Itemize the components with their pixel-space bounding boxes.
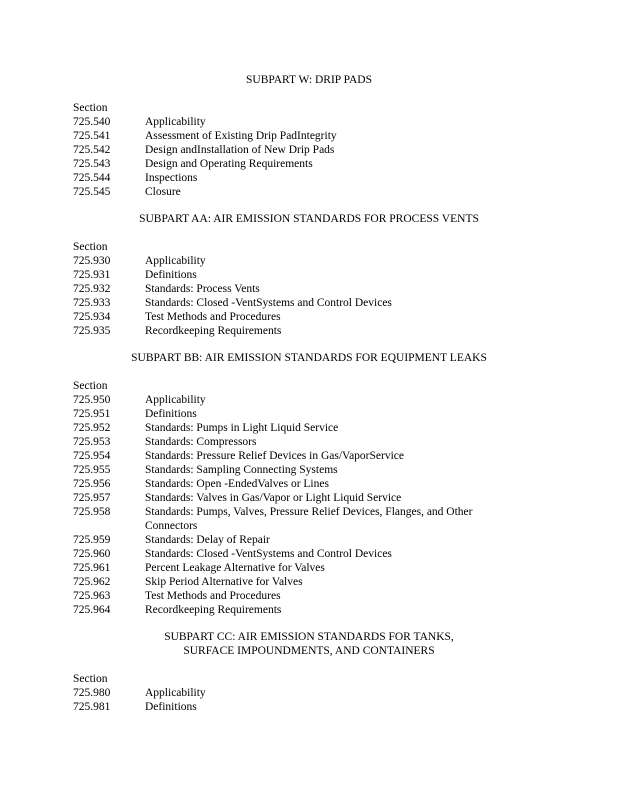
toc-entry [73, 589, 493, 603]
section-number: 725.543 [73, 158, 111, 170]
section-number: 725.955 [73, 464, 111, 476]
section-label: Section [73, 673, 108, 685]
section-number: 725.957 [73, 492, 111, 504]
section-title: Standards: Closed -VentSystems and Control Devices [145, 548, 392, 560]
subpart-heading-continued: SURFACE IMPOUNDMENTS, AND CONTAINERS [183, 645, 435, 657]
section-number: 725.954 [73, 450, 111, 462]
section-title: Definitions [145, 269, 197, 281]
toc-entry [73, 282, 493, 296]
toc-entry [73, 115, 493, 129]
section-number: 725.956 [73, 478, 111, 490]
section-title: Skip Period Alternative for Valves [145, 576, 303, 588]
section-title: Definitions [145, 701, 197, 713]
toc-entry [73, 171, 493, 185]
section-number: 725.545 [73, 186, 111, 198]
section-number: 725.980 [73, 687, 111, 699]
section-number: 725.931 [73, 269, 111, 281]
section-title: Standards: Process Vents [145, 283, 260, 295]
toc-entry [73, 686, 493, 700]
section-number: 725.958 [73, 506, 111, 518]
subpart-heading: SUBPART CC: AIR EMISSION STANDARDS FOR TANKS, [164, 631, 454, 643]
section-number: 725.932 [73, 283, 111, 295]
section-title: Standards: Compressors [145, 436, 257, 448]
toc-entry [73, 700, 493, 714]
subpart-heading: SUBPART W: DRIP PADS [246, 74, 372, 86]
section-title: Design andInstallation of New Drip Pads [145, 144, 335, 156]
toc-entry [73, 421, 493, 435]
section-title: Standards: Delay of Repair [145, 534, 270, 546]
toc-entry [73, 561, 493, 575]
section-number: 725.963 [73, 590, 111, 602]
section-title: Design and Operating Requirements [145, 158, 313, 170]
toc-entry [73, 393, 493, 407]
section-number: 725.933 [73, 297, 111, 309]
section-title: Standards: Closed -VentSystems and Control Devices [145, 297, 392, 309]
section-number: 725.934 [73, 311, 111, 323]
toc-entry [73, 143, 493, 157]
toc-entry [73, 268, 493, 282]
toc-entry [73, 505, 493, 533]
section-title: Applicability [145, 687, 206, 699]
toc-entry [73, 129, 493, 143]
section-number: 725.542 [73, 144, 111, 156]
toc-entry [73, 254, 493, 268]
section-number: 725.935 [73, 325, 111, 337]
section-number: 725.959 [73, 534, 111, 546]
section-title: Standards: Valves in Gas/Vapor or Light Liquid Service [145, 492, 402, 504]
section-number: 725.981 [73, 701, 111, 713]
section-title: Test Methods and Procedures [145, 590, 281, 602]
section-title: Percent Leakage Alternative for Valves [145, 562, 325, 574]
toc-entry [73, 185, 493, 199]
section-title: Standards: Pumps in Light Liquid Service [145, 422, 339, 434]
toc-entry [73, 575, 493, 589]
section-title: Standards: Pressure Relief Devices in Gas/VaporService [145, 450, 404, 462]
section-title: Assessment of Existing Drip PadIntegrity [145, 130, 337, 142]
section-number: 725.930 [73, 255, 111, 267]
toc-entry [73, 324, 493, 338]
section-label: Section [73, 380, 108, 392]
toc-entry [73, 533, 493, 547]
section-number: 725.961 [73, 562, 111, 574]
subpart-heading: SUBPART BB: AIR EMISSION STANDARDS FOR EQUIPMENT LEAKS [131, 352, 487, 364]
section-number: 725.540 [73, 116, 111, 128]
section-title: Standards: Sampling Connecting Systems [145, 464, 338, 476]
toc-entry [73, 463, 493, 477]
section-title: Applicability [145, 394, 206, 406]
section-number: 725.953 [73, 436, 111, 448]
toc-entry [73, 157, 493, 171]
section-title: Applicability [145, 116, 206, 128]
section-title: Test Methods and Procedures [145, 311, 281, 323]
section-number: 725.952 [73, 422, 111, 434]
toc-entry [73, 491, 493, 505]
toc-entry [73, 547, 493, 561]
section-label: Section [73, 241, 108, 253]
section-title: Standards: Pumps, Valves, Pressure Relief Devices, Flanges, and Other Connectors [145, 506, 476, 532]
section-title: Standards: Open -EndedValves or Lines [145, 478, 329, 490]
section-number: 725.950 [73, 394, 111, 406]
section-title: Recordkeeping Requirements [145, 604, 282, 616]
section-title: Recordkeeping Requirements [145, 325, 282, 337]
toc-entry [73, 449, 493, 463]
section-number: 725.951 [73, 408, 111, 420]
section-number: 725.541 [73, 130, 111, 142]
section-title: Applicability [145, 255, 206, 267]
section-number: 725.960 [73, 548, 111, 560]
section-label: Section [73, 102, 108, 114]
section-number: 725.962 [73, 576, 111, 588]
toc-entry [73, 407, 493, 421]
section-number: 725.964 [73, 604, 111, 616]
toc-entry [73, 603, 493, 617]
toc-entry [73, 296, 493, 310]
section-number: 725.544 [73, 172, 111, 184]
section-title: Closure [145, 186, 181, 198]
section-title: Inspections [145, 172, 198, 184]
toc-entry [73, 435, 493, 449]
toc-entry [73, 310, 493, 324]
toc-entry [73, 477, 493, 491]
subpart-heading: SUBPART AA: AIR EMISSION STANDARDS FOR PROCESS VENTS [139, 213, 479, 225]
section-title: Definitions [145, 408, 197, 420]
